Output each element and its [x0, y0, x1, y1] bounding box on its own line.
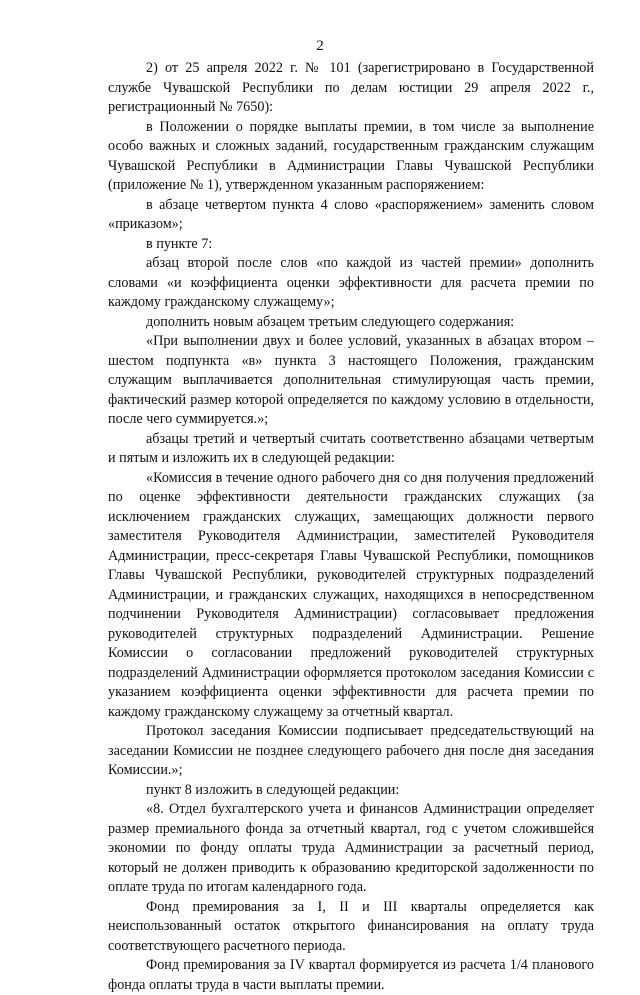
- paragraph: пункт 8 изложить в следующей редакции:: [146, 781, 400, 798]
- document-body: [108, 59, 594, 995]
- paragraph: Протокол заседания Комиссии подписывает председательствующий на заседании Комиссии не позднее следующего рабочего дня после дня заседания Комиссии.»;: [108, 723, 594, 778]
- paragraph: в абзаце четвертом пункта 4 слово «распоряжением» заменить словом «приказом»;: [108, 196, 594, 232]
- paragraph: Фонд премирования за IV квартал формируется из расчета 1/4 планового фонда оплаты труда в части выплаты премии.: [108, 957, 594, 993]
- page-number: 2: [316, 38, 324, 54]
- paragraph: в Положении о порядке выплаты премии, в том числе за выполнение особо важных и сложных заданий, государственным гражданским служащим Чувашской Республики в Администрации Главы Чувашской Республики (приложение № 1), утвержденном указанным распоряжением:: [108, 118, 594, 193]
- paragraph: в пункте 7:: [146, 235, 213, 252]
- paragraph: «При выполнении двух и более условий, указанных в абзацах втором – шестом подпункта «в» пункта 3 настоящего Положения, гражданским служащим выплачивается дополнительная стимулирующая часть премии, фактический размер которой определяется по каждому условию в отдельности, после чего суммируется.»;: [108, 333, 594, 427]
- paragraph: абзацы третий и четвертый считать соответственно абзацами четвертым и пятым и изложить их в следующей редакции:: [108, 430, 594, 466]
- paragraph: «Комиссия в течение одного рабочего дня со дня получения предложений по оценке эффективности деятельности гражданских служащих (за исключением гражданских служащих, замещающих должности первого заместителя Руководителя Администрации, заместителей Руководителя Администрации, пресс-секретаря Главы Чувашской Республики, помощников Главы Чувашской Республики, руководителей структурных подразделений Администрации, и гражданских служащих, находящихся в непосредственном подчинении Руководителя Администрации) согласовывает предложения руководителей структурных подразделений Администрации. Решение Комиссии о согласовании предложений руководителей структурных подразделений Администрации оформляется протоколом заседания Комиссии с указанием коэффициента оценки эффективности для расчета премии по каждому гражданскому служащему за отчетный квартал.: [108, 469, 594, 720]
- paragraph: Фонд премирования за I, II и III кварталы определяется как неиспользованный остаток открытого финансирования на оплату труда соответствующего расчетного периода.: [108, 898, 594, 954]
- paragraph: «8. Отдел бухгалтерского учета и финансов Администрации определяет размер премиального фонда за отчетный квартал, год с учетом сложившейся экономии по фонду оплаты труда Администрации за расчетный период, который не должен приводить к образованию кредиторской задолженности по оплате труда по итогам календарного года.: [108, 801, 594, 895]
- paragraph: дополнить новым абзацем третьим следующего содержания:: [146, 313, 515, 330]
- paragraph: 2) от 25 апреля 2022 г. № 101 (зарегистрировано в Государственной службе Чувашской Республики по делам юстиции 29 апреля 2022 г., регистрационный № 7650):: [108, 60, 594, 115]
- paragraph: абзац второй после слов «по каждой из частей премии» дополнить словами «и коэффициента оценки эффективности для расчета премии по каждому гражданскому служащему»;: [108, 255, 594, 310]
